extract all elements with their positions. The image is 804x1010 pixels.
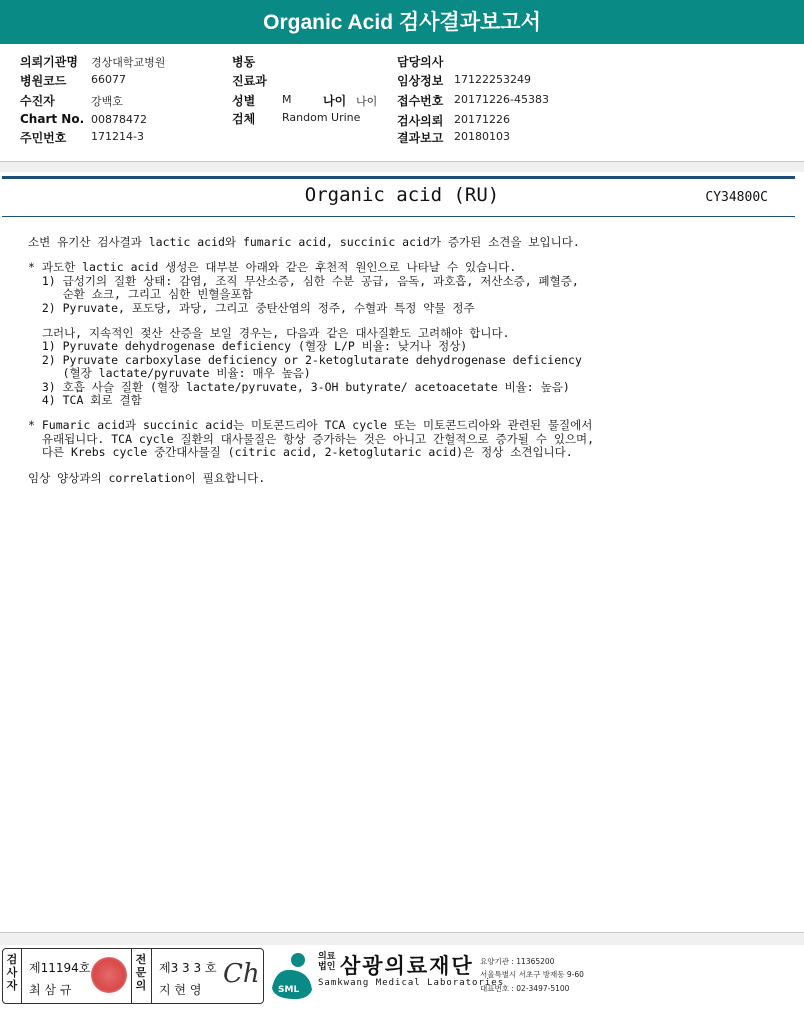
chart-no-value: 00878472: [91, 113, 147, 126]
institution-label: 의뢰기관명: [20, 55, 78, 69]
resident-no-label: 주민번호: [20, 131, 67, 145]
sign-divider: [151, 949, 152, 1003]
clinical-info-value: 17122253249: [454, 73, 531, 86]
specialist-name: 지 현 영: [159, 983, 202, 997]
brand-prefix-1: 의료: [318, 952, 336, 962]
institution-phone: 대표번호 : 02-3497-5100: [480, 984, 570, 993]
section-gap: [0, 162, 804, 172]
report-title: Organic acid (RU): [304, 184, 500, 206]
ward-label: 병동: [232, 55, 256, 69]
signature-box: [2, 948, 264, 1004]
hospital-code-label: 병원코드: [20, 74, 67, 88]
hospital-code-value: 66077: [91, 73, 126, 86]
brand-name: 삼광의료재단: [340, 954, 474, 978]
footer-divider: [0, 932, 804, 945]
brand-prefix: [318, 952, 335, 972]
report-line: 유래됩니다. TCA cycle 질환의 대사물질은 항상 증가하는 것은 아니고 간헐적으로 증가될 수 있으며,: [28, 431, 595, 446]
doctor-label: 담당의사: [397, 55, 444, 69]
report-line: 다른 Krebs cycle 중간대사물질 (citric acid, 2-ketoglutaric acid)은 정상 소견입니다.: [28, 445, 573, 460]
specimen-label: 검체: [232, 112, 256, 126]
brand-prefix-2: 법인: [318, 962, 336, 972]
report-line: * Fumaric acid과 succinic acid는 미토콘드리아 TCA cycle 또는 미토콘드리아와 관련된 물질에서: [28, 418, 593, 433]
report-title-rule: [2, 216, 795, 217]
report-line-spacer: [28, 460, 788, 472]
patient-name-label: 수진자: [20, 94, 55, 108]
report-line: 소변 유기산 검사결과 lactic acid와 fumaric acid, succinic acid가 증가된 소견을 보입니다.: [28, 235, 580, 249]
institution-code: 요양기관 : 11365200: [480, 957, 555, 966]
report-line: * 과도한 lactic acid 생성은 대부분 아래와 같은 후천적 원인으로 나타날 수 있습니다.: [28, 260, 517, 275]
sex-value: M: [282, 93, 292, 106]
report-line: 임상 양상과의 correlation이 필요합니다.: [28, 470, 266, 485]
report-line: 2) Pyruvate, 포도당, 과당, 그리고 중탄산염의 정주, 수혈과 특정 약물 정주: [28, 300, 475, 315]
age-value: 나이: [356, 95, 378, 108]
patient-name-value: 강백호: [91, 95, 123, 108]
examiner-seal-icon: [91, 957, 127, 993]
clinical-info-label: 임상정보: [397, 74, 444, 88]
report-line: 1) 급성기의 질환 상태: 감염, 조직 무산소증, 심한 수분 공급, 음독, 과호흡, 저산소증, 폐혈증,: [28, 273, 579, 288]
examiner-vertical-label: 검 사 자: [6, 953, 18, 992]
specialist-vertical-label: 전 문 의: [135, 953, 147, 992]
chart-no-label: Chart No.: [20, 112, 85, 126]
report-line: 1) Pyruvate dehydrogenase deficiency (혈장 L/P 비율: 낮거나 정상): [28, 339, 468, 354]
examiner-license: 제11194호: [29, 961, 91, 975]
report-line: (혈장 lactate/pyruvate 비율: 매우 높음): [28, 366, 311, 381]
sign-divider: [21, 949, 22, 1003]
report-line: 4) TCA 회로 결함: [28, 393, 142, 408]
age-label: 나이: [323, 94, 347, 108]
report-date-value: 20180103: [454, 130, 510, 143]
examiner-name: 최 삼 규: [29, 983, 72, 997]
sex-label: 성별: [232, 94, 256, 108]
test-code: CY34800C: [705, 190, 768, 205]
resident-no-value: 171214-3: [91, 130, 144, 143]
report-date-label: 결과보고: [397, 131, 444, 145]
report-line: 3) 호흡 사슬 질환 (혈장 lactate/pyruvate, 3-OH butyrate/ acetoacetate 비율: 높음): [28, 379, 570, 394]
report-line: 그러나, 지속적인 젖산 산증을 보일 경우는, 다음과 같은 대사질환도 고려해야 합니다.: [28, 326, 510, 341]
specimen-value: Random Urine: [282, 111, 361, 124]
sml-logo-text: SML: [278, 985, 300, 995]
department-label: 진료과: [232, 74, 267, 88]
report-body: [28, 236, 788, 485]
brand-english-name: Samkwang Medical Laboratories: [318, 978, 505, 988]
receipt-no-label: 접수번호: [397, 94, 444, 108]
request-date-value: 20171226: [454, 113, 510, 126]
sml-logo-icon: [268, 950, 316, 1000]
report-header-title: Organic Acid 검사결과보고서: [0, 0, 804, 44]
report-top-rule: [2, 176, 795, 179]
report-line: 2) Pyruvate carboxylase deficiency or 2-ketoglutarate dehydrogenase deficiency: [28, 352, 582, 367]
request-date-label: 검사의뢰: [397, 114, 444, 128]
receipt-no-value: 20171226-45383: [454, 93, 549, 106]
sign-divider: [131, 949, 132, 1003]
specialist-signature: Ch: [223, 959, 260, 989]
institution-address: 서울특별시 서초구 방재동 9-60: [480, 970, 584, 979]
report-line: 순환 쇼크, 그리고 심한 빈혈을포함: [28, 287, 253, 302]
institution-value: 경상대학교병원: [91, 56, 166, 69]
patient-info-panel: [0, 44, 804, 162]
specialist-license: 제3 3 3 호: [159, 961, 217, 975]
